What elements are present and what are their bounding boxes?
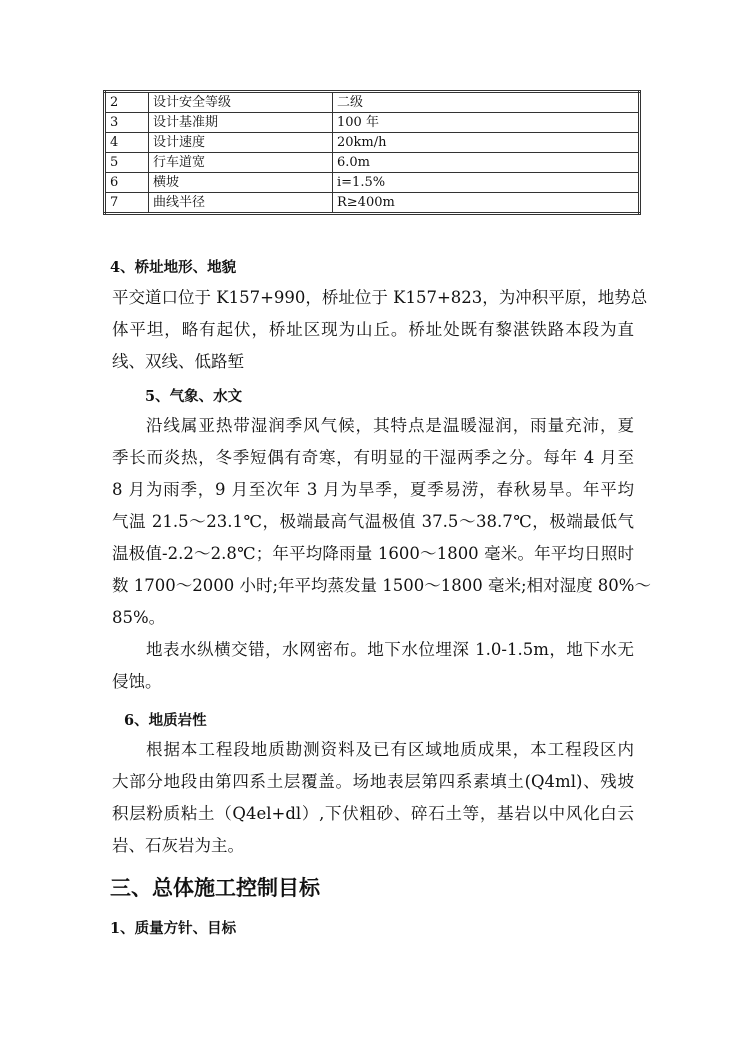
paragraph-line: 数 1700～2000 小时;年平均蒸发量 1500～1800 毫米;相对湿度 80%～ — [112, 576, 651, 595]
table-row — [105, 92, 640, 113]
parameter-name: 设计速度 — [149, 133, 333, 153]
paragraph-line: 根据本工程段地质勘测资料及已有区域地质成果，本工程段区内 — [146, 740, 634, 759]
paragraph-line: 温极值-2.2～2.8℃；年平均降雨量 1600～1800 毫米。年平均日照时 — [112, 544, 634, 563]
paragraph-line: 季长而炎热，冬季短偶有奇寒，有明显的干湿两季之分。每年 4 月至 — [112, 448, 634, 467]
table-row — [105, 173, 640, 193]
section-4-heading: 4、桥址地形、地貌 — [110, 259, 237, 276]
paragraph-line: 岩、石灰岩为主。 — [112, 836, 244, 855]
paragraph-line: 侵蚀。 — [112, 672, 162, 691]
parameter-value: R≥400m — [333, 193, 640, 214]
row-number: 5 — [105, 153, 149, 173]
row-number: 6 — [105, 173, 149, 193]
row-number: 2 — [105, 92, 149, 113]
paragraph-line: 气温 21.5～23.1℃，极端最高气温极值 37.5～38.7℃，极端最低气 — [112, 512, 634, 531]
design-parameters-table — [103, 90, 641, 215]
parameter-name: 行车道宽 — [149, 153, 333, 173]
section-6-heading: 6、地质岩性 — [124, 712, 207, 729]
chapter-3-heading: 三、总体施工控制目标 — [110, 875, 320, 900]
parameter-value: i=1.5% — [333, 173, 640, 193]
parameter-name: 曲线半径 — [149, 193, 333, 214]
table-row — [105, 153, 640, 173]
parameter-name: 设计安全等级 — [149, 92, 333, 113]
paragraph-line: 8 月为雨季，9 月至次年 3 月为旱季，夏季易涝，春秋易旱。年平均 — [112, 480, 634, 499]
table-row — [105, 113, 640, 133]
paragraph-line: 平交道口位于 K157+990，桥址位于 K157+823，为冲积平原，地势总 — [112, 288, 648, 307]
parameter-name: 设计基准期 — [149, 113, 333, 133]
parameter-value: 6.0m — [333, 153, 640, 173]
paragraph-line: 积层粉质粘土（Q4el+dl）,下伏粗砂、碎石土等，基岩以中风化白云 — [112, 804, 634, 823]
row-number: 4 — [105, 133, 149, 153]
parameter-name: 横坡 — [149, 173, 333, 193]
paragraph-line: 线、双线、低路堑 — [112, 352, 244, 371]
table-row — [105, 133, 640, 153]
table-row — [105, 193, 640, 214]
quality-policy-heading: 1、质量方针、目标 — [110, 920, 237, 937]
parameter-value: 二级 — [333, 92, 640, 113]
row-number: 7 — [105, 193, 149, 214]
row-number: 3 — [105, 113, 149, 133]
paragraph-line: 体平坦，略有起伏，桥址区现为山丘。桥址处既有黎湛铁路本段为直 — [112, 320, 634, 339]
paragraph-line: 大部分地段由第四系土层覆盖。场地表层第四系素填土(Q4ml)、残坡 — [112, 772, 634, 791]
paragraph-line: 沿线属亚热带湿润季风气候，其特点是温暖湿润，雨量充沛，夏 — [146, 416, 634, 435]
section-5-heading: 5、气象、水文 — [145, 388, 243, 405]
parameter-value: 20km/h — [333, 133, 640, 153]
paragraph-line: 地表水纵横交错，水网密布。地下水位埋深 1.0-1.5m，地下水无 — [146, 640, 634, 659]
parameter-value: 100 年 — [333, 113, 640, 133]
paragraph-line: 85%。 — [112, 608, 166, 627]
